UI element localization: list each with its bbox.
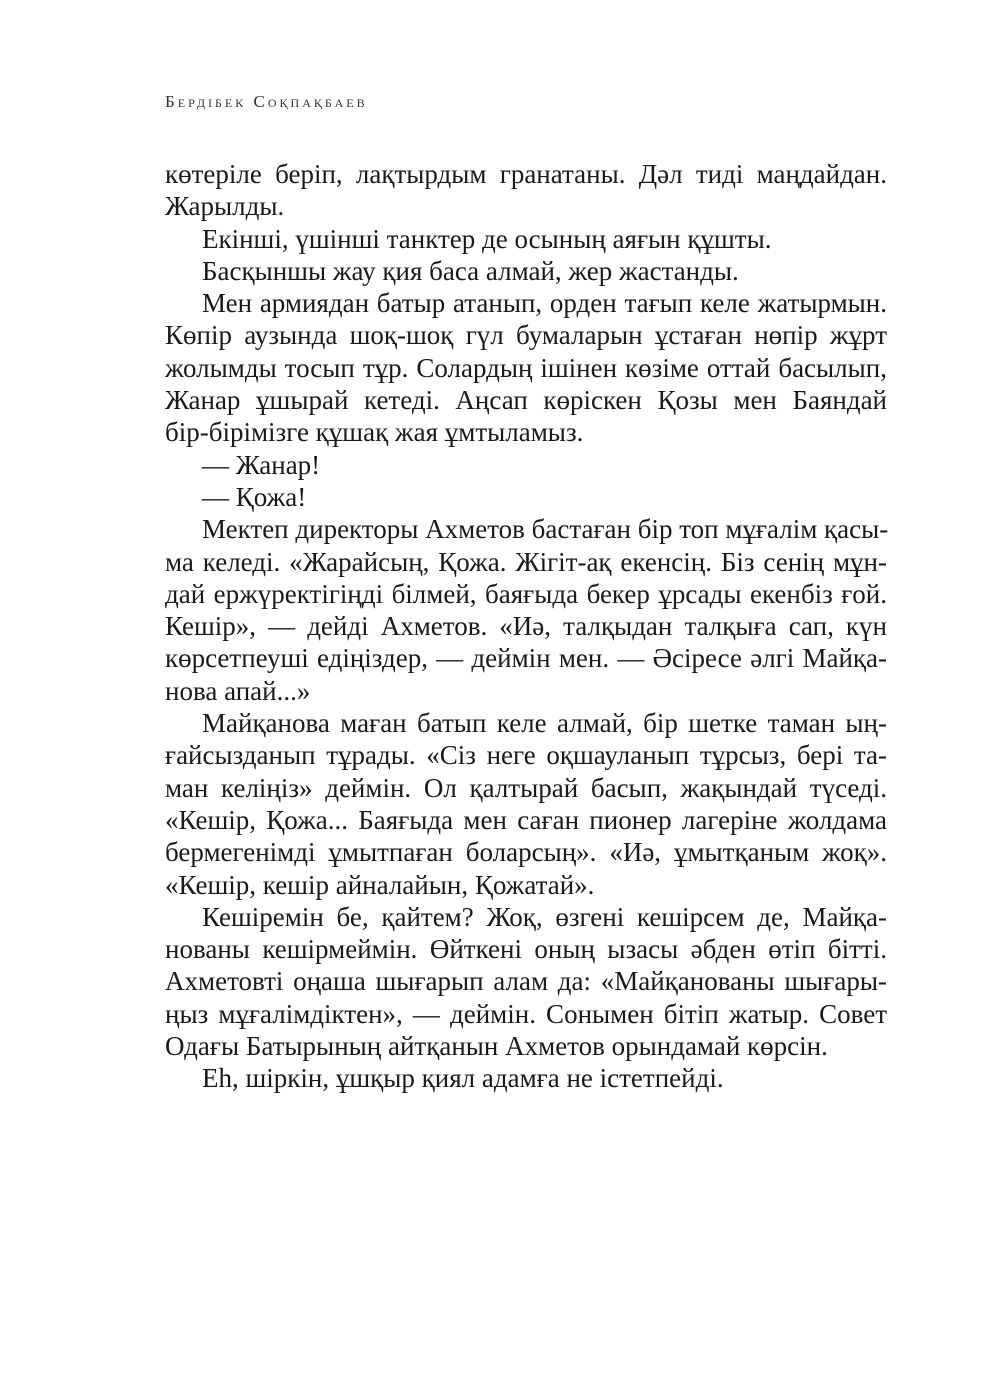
paragraph: [165, 1062, 887, 1094]
paragraph: [165, 513, 887, 707]
text-line: Басқыншы жау қия баса алмай, жер жастанды.: [202, 255, 739, 286]
text-line: Екінші, үшінші танктер де осының аяғын құшты.: [202, 223, 772, 254]
text-line: ма келеді. «Жарайсың, Қожа. Жігіт-ақ екенсің. Біз сенің мұн-: [165, 546, 887, 577]
text-line: — Жанар!: [202, 449, 321, 480]
text-line: Ахметовті оңаша шығарып алам да: «Майқанованы шығары-: [165, 966, 887, 997]
text-line: «Кешір, Қожа... Баяғыда мен саған пионер лагеріне жолдама: [165, 804, 887, 835]
text-line: Көпір аузында шоқ-шоқ гүл бумаларын ұстаған нөпір жұрт: [165, 320, 887, 351]
text-line: көтеріле беріп, лақтырдым гранатаны. Дәл тиді маңдайдан.: [165, 159, 887, 189]
paragraph: [165, 481, 887, 513]
paragraph: [165, 158, 887, 223]
paragraph: [165, 901, 887, 1062]
paragraph: [165, 707, 887, 901]
text-line: Еһ, шіркін, ұшқыр қиял адамға не істетпейді.: [202, 1063, 724, 1094]
body-text: [165, 158, 887, 1095]
text-line: дай ержүректігіңді білмей, баяғыда бекер ұрсады екенбіз ғой.: [165, 578, 887, 609]
text-line: бір-бірімізге құшақ жая ұмтыламыз.: [165, 417, 584, 448]
text-line: ман келіңіз» деймін. Ол қалтырай басып, жақындай түседі.: [165, 772, 887, 803]
text-line: Мектеп директоры Ахметов бастаған бір топ мұғалім қасы-: [202, 514, 889, 545]
text-line: Одағы Батырының айтқанын Ахметов орындамай көрсін.: [165, 1031, 828, 1062]
text-line: жолымды тосып тұр. Солардың ішінен көзіме оттай басылып,: [165, 352, 887, 383]
text-line: көрсетпеуші едіңіздер, — деймін мен. — Әсіресе әлгі Майқа-: [165, 643, 887, 674]
text-line: Майқанова маған батып келе алмай, бір шетке таман ың-: [202, 708, 887, 739]
text-line: Кешіремін бе, қайтем? Жоқ, өзгені кешірсем де, Майқа-: [202, 901, 887, 932]
text-line: — Қожа!: [202, 481, 307, 512]
text-line: Жанар ұшырай кетеді. Аңсап көріскен Қозы мен Баяндай: [165, 385, 887, 416]
text-line: бермегенімді ұмытпаған боларсың». «Иә, ұмытқаным жоқ».: [165, 837, 887, 868]
text-line: ғайсызданып тұрады. «Сіз неге оқшауланып тұрсыз, бері та-: [165, 740, 887, 771]
text-line: Мен армиядан батыр атанып, орден тағып келе жатырмын.: [202, 288, 887, 319]
running-header: Бердібек Соқпақбаев: [165, 92, 368, 111]
paragraph: [165, 223, 887, 255]
text-line: нованы кешірмеймін. Өйткені оның ызасы әбден өтіп бітті.: [165, 934, 887, 965]
paragraph: [165, 255, 887, 287]
text-line: «Кешір, кешір айналайын, Қожатай».: [165, 869, 595, 900]
text-line: ңыз мұғалімдіктен», — деймін. Сонымен бітіп жатыр. Совет: [165, 998, 887, 1029]
text-line: Жарылды.: [165, 191, 285, 222]
paragraph: [165, 449, 887, 481]
paragraph: [165, 287, 887, 448]
text-line: нова апай...»: [165, 675, 311, 706]
text-line: Кешір», — дейді Ахметов. «Иә, талқыдан талқыға сап, күн: [165, 611, 887, 642]
